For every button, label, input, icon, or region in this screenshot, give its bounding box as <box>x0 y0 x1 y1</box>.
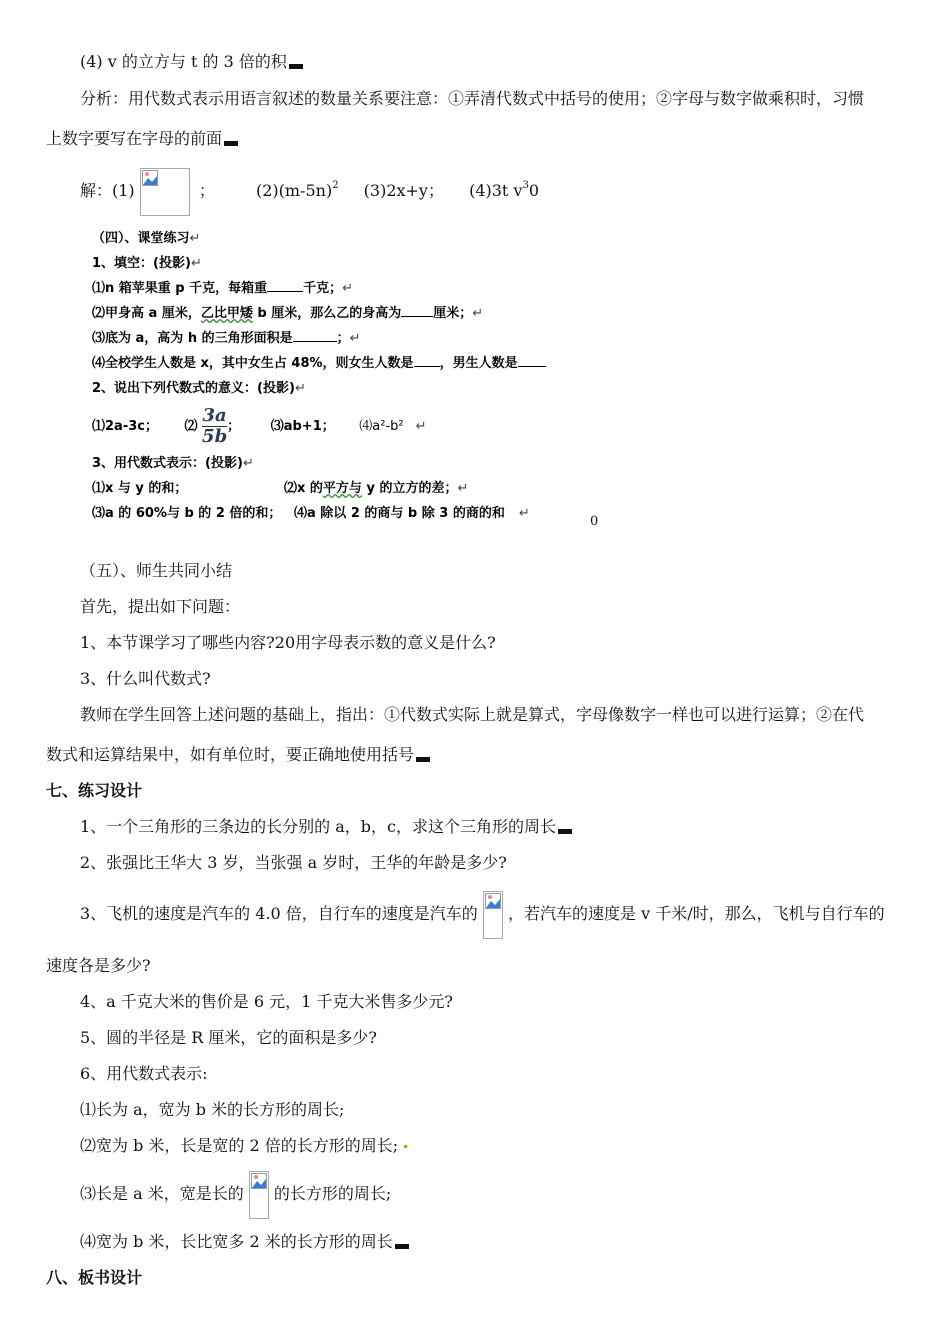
broken-image-icon <box>249 1171 269 1219</box>
paragraph-mark-icon <box>395 1244 409 1249</box>
stray-dot-icon <box>404 1145 407 1148</box>
answer-blank <box>414 354 440 367</box>
analysis-line-1: 分析：用代数式表示用语言叙述的数量关系要注意：①弄清代数式中括号的使用；②字母与数字做乘积时，习惯 <box>80 89 865 108</box>
summary-first: 首先，提出如下问题： <box>80 597 241 616</box>
summary-p1: 教师在学生回答上述问题的基础上，指出：①代数式实际上就是算式，字母像数字一样也可以进行运算；②在代 <box>80 705 865 724</box>
answer-blank <box>401 304 433 317</box>
exercise-6-4: ⑷宽为 b 米，长比宽多 2 米的长方形的周长 <box>80 1232 409 1252</box>
solution-line: 解：(1) ； $(2)(m-5n)^2$ (3)2x+y； (4)3t $v^30$ <box>80 162 539 216</box>
scan-express-4: ⑷a 除以 2 的商与 b 除 3 的商的和 ↵ <box>294 506 530 521</box>
paragraph-mark-icon <box>224 141 238 146</box>
scan-meaning-heading: 2、说出下列代数式的意义：(投影)↵ <box>92 381 306 396</box>
scan-express-1: ⑴x 与 y 的和； <box>92 481 188 496</box>
practice-title: 七、练习设计 <box>46 781 143 800</box>
exercise-2: 2、张强比王华大 3 岁，当张强 a 岁时，王华的年龄是多少? <box>80 853 507 872</box>
fraction: $\frac{3a}{5b}$ <box>202 405 228 447</box>
scan-fill-heading: 1、填空：(投影)↵ <box>92 256 202 271</box>
paragraph-mark-icon <box>558 829 572 834</box>
scan-express-3: ⑶a 的 60%与 b 的 2 倍的和； <box>92 506 282 521</box>
exercise-3-cont: 速度各是多少? <box>46 956 151 975</box>
scan-title: （四）、课堂练习↵ <box>92 231 201 246</box>
scan-express-2: ⑵x 的平方与 y 的立方的差；↵ <box>284 481 469 496</box>
scan-fill-4: ⑷全校学生人数是 x，其中女生占 48%，则女生人数是 ，男生人数是 <box>92 354 546 374</box>
analysis-line-2: 上数字要写在字母的前面 <box>46 129 238 149</box>
exercise-6-2: ⑵宽为 b 米，长是宽的 2 倍的长方形的周长; <box>80 1136 407 1156</box>
broken-image-icon <box>140 168 190 216</box>
exercise-4: 4、a 千克大米的售价是 6 元，1 千克大米售多少元? <box>80 992 454 1011</box>
stray-zero: 0 <box>590 514 599 529</box>
paragraph-mark-icon <box>289 64 303 69</box>
exercise-6-3: ⑶长是 a 米，宽是长的 的长方形的周长; <box>80 1170 391 1219</box>
paragraph-mark-icon <box>416 757 430 762</box>
scan-fill-3: ⑶底为 a，高为 h 的三角形面积是 ；↵ <box>92 331 361 346</box>
answer-blank <box>267 279 303 292</box>
exercise-1: 1、一个三角形的三条边的长分别的 a，b，c，求这个三角形的周长 <box>80 817 572 837</box>
summary-p2: 数式和运算结果中，如有单位时，要正确地使用括号 <box>46 745 430 765</box>
exercise-6-1: ⑴长为 a，宽为 b 米的长方形的周长; <box>80 1100 345 1119</box>
board-title: 八、板书设计 <box>46 1268 143 1287</box>
exercise-6: 6、用代数式表示: <box>80 1064 208 1083</box>
summary-q1: 1、本节课学习了哪些内容?20用字母表示数的意义是什么? <box>80 633 496 652</box>
exercise-5: 5、圆的半径是 R 厘米，它的面积是多少? <box>80 1028 377 1047</box>
scan-fill-2: ⑵甲身高 a 厘米，乙比甲矮 b 厘米，那么乙的身高为 厘米；↵ <box>92 306 484 321</box>
answer-blank <box>518 354 546 367</box>
summary-title: （五）、师生共同小结 <box>80 561 233 580</box>
broken-image-icon <box>483 891 503 939</box>
item-4: (4) v 的立方与 t 的 3 倍的积 <box>80 52 303 72</box>
exercise-3: 3、飞机的速度是汽车的 4.0 倍，自行车的速度是汽车的 ，若汽车的速度是 v 千米/时，那么，飞机与自行车的 <box>80 890 885 939</box>
answer-blank <box>293 329 337 342</box>
scan-express-heading: 3、用代数式表示：(投影)↵ <box>92 456 254 471</box>
summary-q3: 3、什么叫代数式? <box>80 669 211 688</box>
scan-fill-1: ⑴n 箱苹果重 p 千克，每箱重 千克；↵ <box>92 281 354 296</box>
scan-meaning-row: ⑴2a-3c； ⑵ $\frac{3a}{5b}$ ； ⑶ab+1； ⑷a²-b² ↵ <box>92 405 427 447</box>
